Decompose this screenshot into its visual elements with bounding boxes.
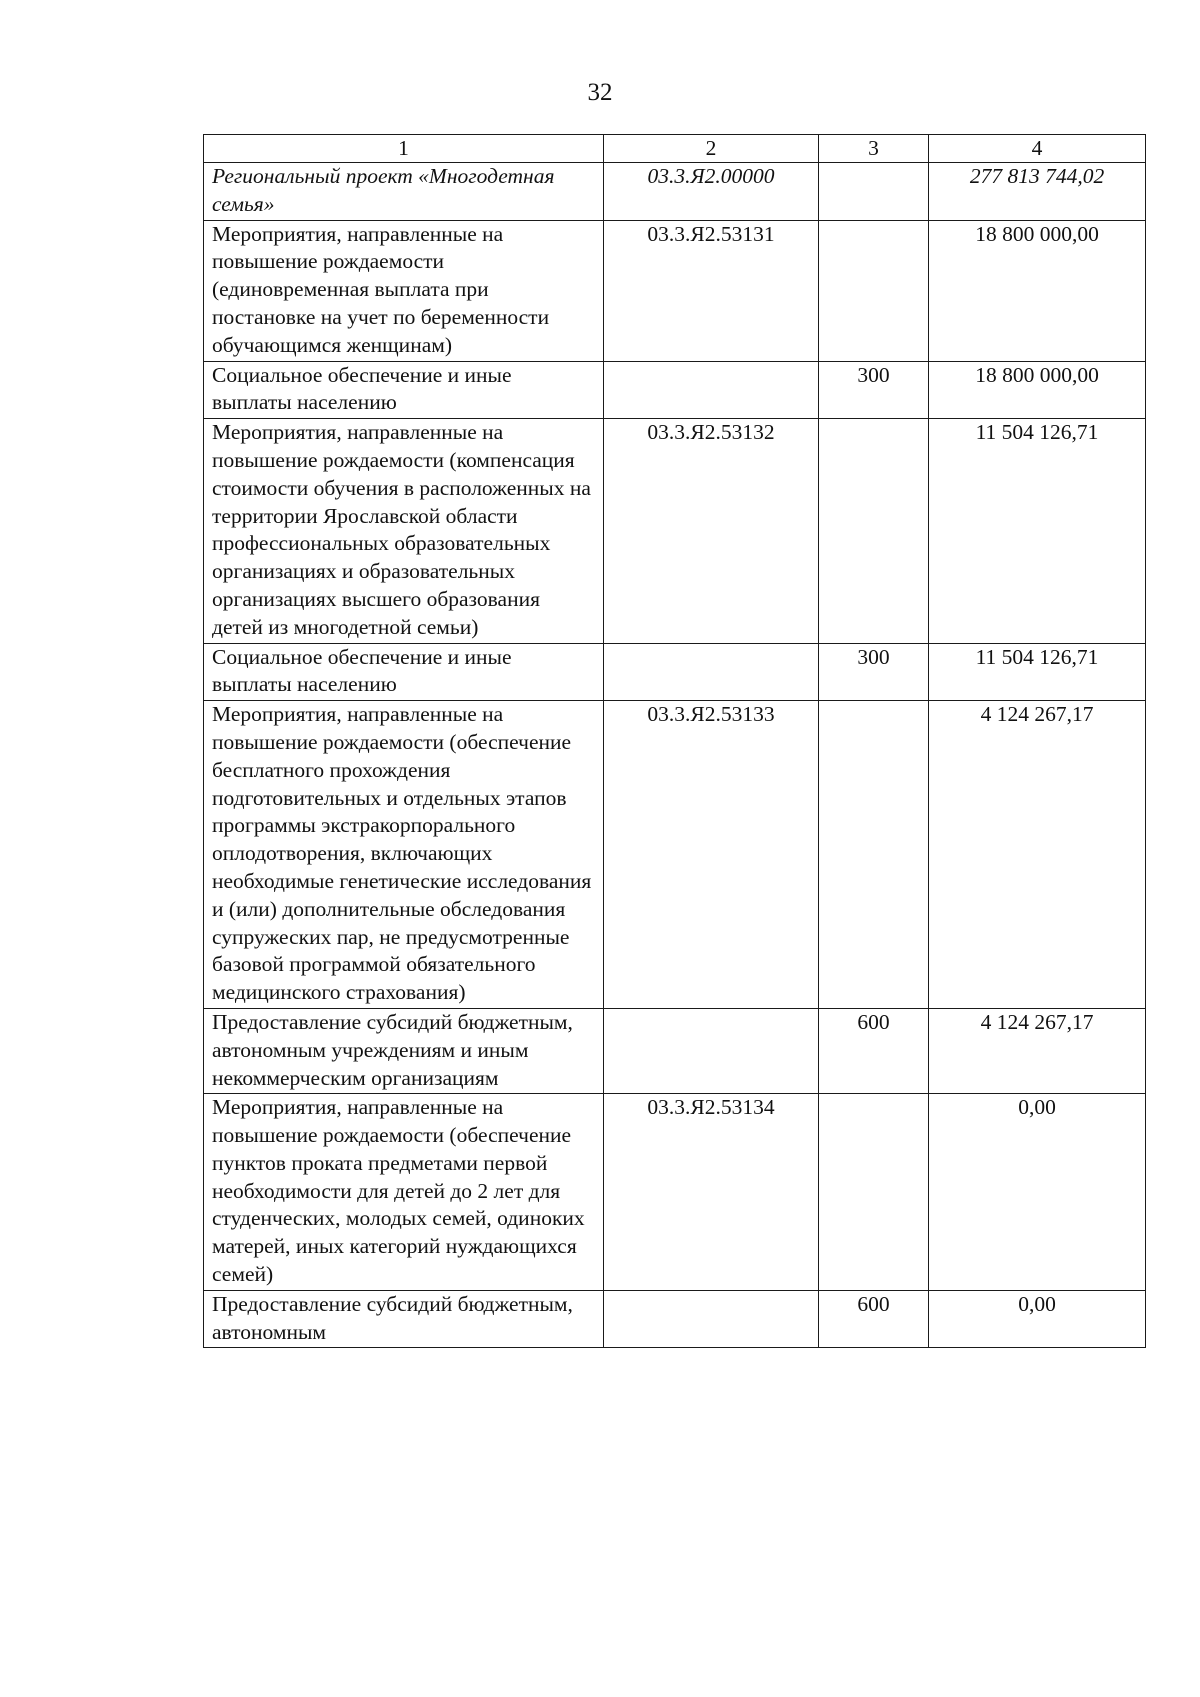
row-amount: 11 504 126,71 [929, 643, 1146, 701]
column-header-3: 3 [819, 135, 929, 163]
column-header-2: 2 [604, 135, 819, 163]
row-code [604, 1008, 819, 1093]
table-row [204, 361, 1146, 419]
page-number: 32 [587, 79, 613, 106]
row-expense-type [819, 220, 929, 361]
row-code: 03.3.Я2.53133 [604, 701, 819, 1009]
row-amount: 4 124 267,17 [929, 701, 1146, 1009]
row-code: 03.3.Я2.53132 [604, 419, 819, 643]
row-name: Социальное обеспечение и иные выплаты населению [204, 361, 604, 419]
row-amount: 0,00 [929, 1290, 1146, 1348]
row-code [604, 361, 819, 419]
row-code [604, 643, 819, 701]
row-name: Мероприятия, направленные на повышение рождаемости (единовременная выплата при постановке на учет по беременности обучающимся женщинам) [204, 220, 604, 361]
row-expense-type [819, 163, 929, 221]
row-name: Предоставление субсидий бюджетным, автономным [204, 1290, 604, 1348]
row-name: Предоставление субсидий бюджетным, автономным учреждениям и иным некоммерческим организациям [204, 1008, 604, 1093]
budget-table [203, 134, 1146, 1348]
header-row [204, 135, 1146, 163]
row-expense-type: 600 [819, 1008, 929, 1093]
table-row [204, 220, 1146, 361]
row-expense-type: 300 [819, 643, 929, 701]
table-row [204, 643, 1146, 701]
row-code: 03.3.Я2.00000 [604, 163, 819, 221]
table-row [204, 163, 1146, 221]
row-name: Мероприятия, направленные на повышение рождаемости (компенсация стоимости обучения в расположенных на территории Ярославской области профессиональных образовательных организациях и образовательных организациях высшего образования детей из многодетной семьи) [204, 419, 604, 643]
row-expense-type: 600 [819, 1290, 929, 1348]
row-amount: 277 813 744,02 [929, 163, 1146, 221]
row-code: 03.3.Я2.53131 [604, 220, 819, 361]
row-name: Социальное обеспечение и иные выплаты населению [204, 643, 604, 701]
table-row [204, 1008, 1146, 1093]
row-code [604, 1290, 819, 1348]
row-code: 03.3.Я2.53134 [604, 1094, 819, 1291]
row-amount: 18 800 000,00 [929, 361, 1146, 419]
row-amount: 0,00 [929, 1094, 1146, 1291]
row-expense-type [819, 701, 929, 1009]
table-row [204, 419, 1146, 643]
table-header [204, 135, 1146, 163]
row-expense-type [819, 419, 929, 643]
row-expense-type: 300 [819, 361, 929, 419]
row-expense-type [819, 1094, 929, 1291]
row-name: Мероприятия, направленные на повышение рождаемости (обеспечение бесплатного прохождения подготовительных и отдельных этапов программы экстракорпорального оплодотворения, включающих необходимые генетические исследования и (или) дополнительные обследования супружеских пар, не предусмотренные базовой программой обязательного медицинского страхования) [204, 701, 604, 1009]
column-header-1: 1 [204, 135, 604, 163]
table-row [204, 701, 1146, 1009]
row-amount: 4 124 267,17 [929, 1008, 1146, 1093]
row-amount: 18 800 000,00 [929, 220, 1146, 361]
column-header-4: 4 [929, 135, 1146, 163]
table-row [204, 1094, 1146, 1291]
row-name: Региональный проект «Многодетная семья» [204, 163, 604, 221]
row-name: Мероприятия, направленные на повышение рождаемости (обеспечение пунктов проката предметами первой необходимости для детей до 2 лет для студенческих, молодых семей, одиноких матерей, иных категорий нуждающихся семей) [204, 1094, 604, 1291]
table-body [204, 163, 1146, 1348]
row-amount: 11 504 126,71 [929, 419, 1146, 643]
table-row [204, 1290, 1146, 1348]
